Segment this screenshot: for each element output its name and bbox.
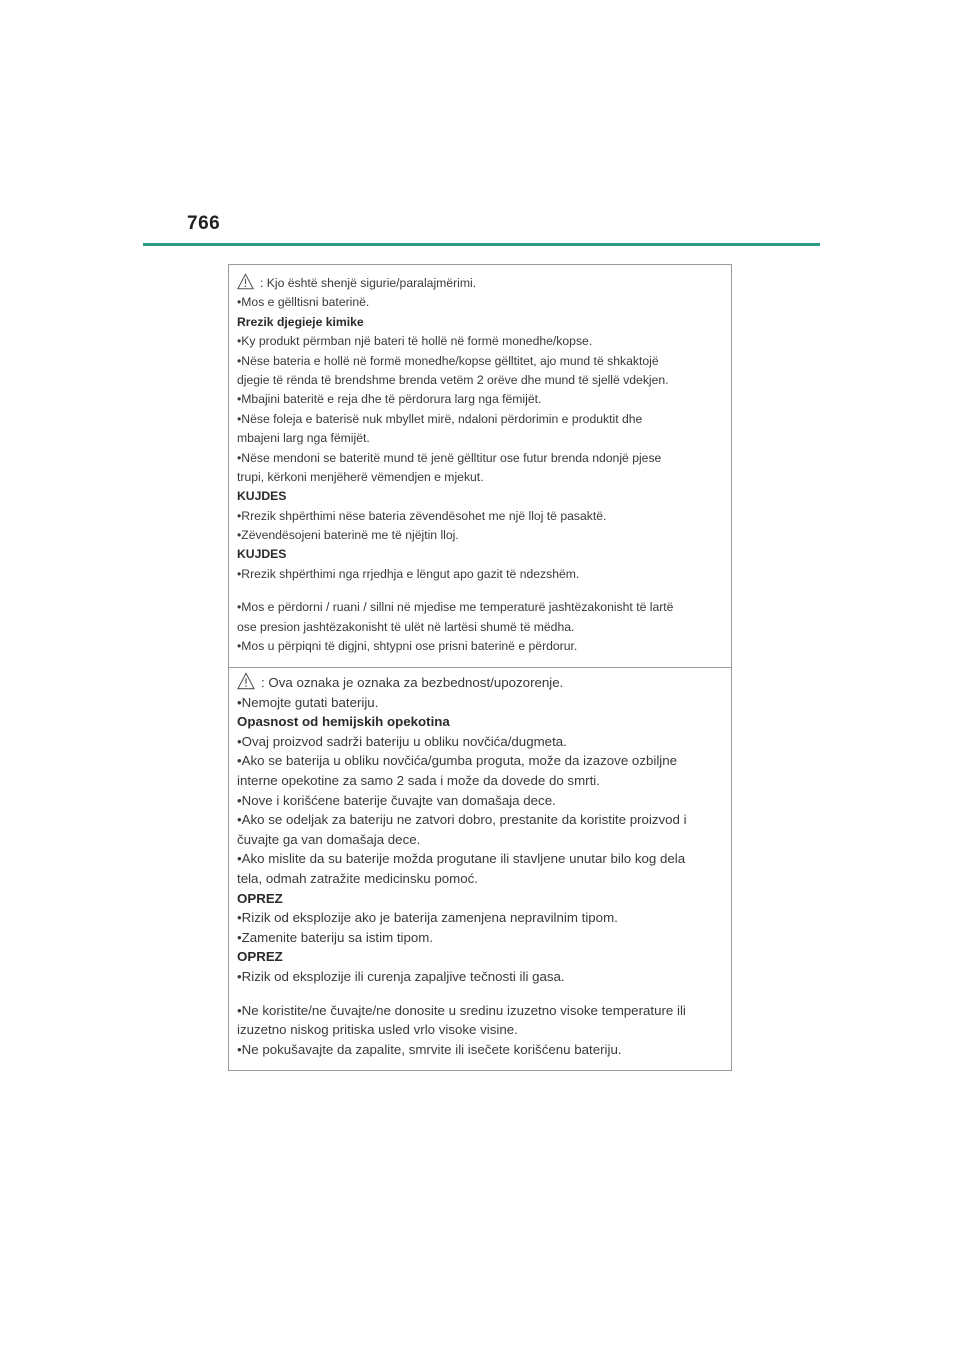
warning-text-line — [237, 526, 721, 545]
paragraph-spacer — [237, 584, 721, 598]
line-text: Opasnost od hemijskih opekotina — [237, 714, 450, 730]
line-text: •Zamenite bateriju sa istim tipom. — [237, 929, 434, 945]
line-text: •Ky produkt përmban një bateri të hollë në formë monedhe/kopse. — [237, 334, 593, 349]
line-text: •Nëse mendoni se bateritë mund të jenë gëlltitur ose futur brenda ndonjë pjese — [237, 450, 662, 465]
line-text: •Ne pokušavajte da zapalite, smrvite ili isečete korišćenu bateriju. — [237, 1041, 622, 1057]
warning-heading — [237, 947, 721, 967]
warning-text-line — [237, 332, 721, 351]
warning-text-line — [237, 637, 721, 656]
warning-text-line — [237, 1020, 721, 1040]
line-text: OPREZ — [237, 949, 283, 965]
line-text: Rrezik djegieje kimike — [237, 314, 364, 329]
page-number: 766 — [187, 213, 221, 234]
warning-heading — [237, 313, 721, 332]
line-text: ose presion jashtëzakonisht të ulët në lartësi shumë të mëdha. — [237, 619, 575, 634]
line-text: •Ovaj proizvod sadrži bateriju u obliku novčića/dugmeta. — [237, 733, 567, 749]
line-text: •Nëse bateria e hollë në formë monedhe/kopse gëlltitet, ajo mund të shkaktojë — [237, 353, 659, 368]
section-divider — [229, 667, 731, 668]
warning-triangle-icon — [237, 273, 254, 290]
warning-heading — [237, 487, 721, 506]
header-rule — [143, 243, 820, 246]
line-text: izuzetno niskog pritiska usled vrlo visoke visine. — [237, 1022, 518, 1038]
warning-heading — [237, 889, 721, 909]
line-text: •Rizik od eksplozije ako je baterija zamenjena nepravilnim tipom. — [237, 910, 618, 926]
warning-text-line — [237, 908, 721, 928]
line-text: mbajeni larg nga fëmijët. — [237, 431, 370, 446]
warning-text-line — [237, 869, 721, 889]
warning-text-line — [237, 830, 721, 850]
line-text: •Ako mislite da su baterije možda progutane ili stavljene unutar bilo kog dela — [237, 851, 686, 867]
line-text: •Ako se odeljak za bateriju ne zatvori dobro, prestanite da koristite proizvod i — [237, 812, 687, 828]
warning-text-line — [237, 751, 721, 771]
line-text: : Ova oznaka je oznaka za bezbednost/upozorenje. — [261, 675, 564, 690]
warning-heading — [237, 712, 721, 732]
safety-symbol-line — [237, 274, 721, 293]
warning-text-line — [237, 791, 721, 811]
warning-text-line — [237, 1001, 721, 1021]
line-text: •Nëse foleja e baterisë nuk mbyllet mirë, ndaloni përdorimin e produktit dhe — [237, 411, 643, 426]
warning-text-line — [237, 449, 721, 468]
battery-warning-box — [228, 264, 732, 1071]
warning-text-line — [237, 390, 721, 409]
albanian-warning-section — [237, 274, 721, 656]
warning-text-line — [237, 1040, 721, 1060]
line-text: trupi, kërkoni menjëherë vëmendjen e mjekut. — [237, 469, 484, 484]
warning-text-line — [237, 732, 721, 752]
line-text: •Nove i korišćene baterije čuvajte van domašaja dece. — [237, 792, 556, 808]
warning-text-line — [237, 468, 721, 487]
line-text: tela, odmah zatražite medicinsku pomoć. — [237, 870, 478, 886]
warning-text-line — [237, 598, 721, 617]
warning-text-line — [237, 352, 721, 371]
line-text: •Ne koristite/ne čuvajte/ne donosite u sredinu izuzetno visoke temperature ili — [237, 1002, 686, 1018]
line-text: OPREZ — [237, 890, 283, 906]
line-text: : Kjo është shenjë sigurie/paralajmërimi. — [260, 276, 477, 290]
line-text: •Rrezik shpërthimi nga rrjedhja e lëngut apo gazit të ndezshëm. — [237, 566, 580, 581]
warning-text-line — [237, 618, 721, 637]
line-text: •Rizik od eksplozije ili curenja zapaljive tečnosti ili gasa. — [237, 968, 565, 984]
warning-text-line — [237, 565, 721, 584]
warning-text-line — [237, 371, 721, 390]
line-text: •Mbajini bateritë e reja dhe të përdorura larg nga fëmijët. — [237, 392, 542, 407]
line-text: interne opekotine za samo 2 sada i može da dovede do smrti. — [237, 772, 600, 788]
warning-text-line — [237, 928, 721, 948]
warning-heading — [237, 545, 721, 564]
serbian-warning-section — [237, 673, 721, 1059]
line-text: djegie të rënda të brendshme brenda vetëm 2 orëve dhe mund të sjellë vdekjen. — [237, 372, 669, 387]
warning-text-line — [237, 410, 721, 429]
warning-text-line — [237, 507, 721, 526]
warning-text-line — [237, 771, 721, 791]
safety-symbol-line — [237, 673, 721, 693]
line-text: •Mos u përpiqni të digjni, shtypni ose prisni baterinë e përdorur. — [237, 639, 578, 654]
line-text: •Mos e përdorni / ruani / sillni në mjedise me temperaturë jashtëzakonisht të lartë — [237, 600, 674, 615]
line-text: KUJDES — [237, 547, 287, 562]
warning-text-line — [237, 967, 721, 987]
line-text: čuvajte ga van domašaja dece. — [237, 831, 421, 847]
line-text: KUJDES — [237, 489, 287, 504]
warning-triangle-icon — [237, 672, 255, 690]
warning-text-line — [237, 429, 721, 448]
line-text: •Zëvendësojeni baterinë me të njëjtin lloj. — [237, 528, 459, 543]
warning-text-line — [237, 810, 721, 830]
warning-text-line — [237, 693, 721, 713]
line-text: •Mos e gëlltisni baterinë. — [237, 295, 370, 310]
paragraph-spacer — [237, 987, 721, 1001]
warning-text-line — [237, 293, 721, 312]
line-text: •Nemojte gutati bateriju. — [237, 694, 379, 710]
warning-text-line — [237, 849, 721, 869]
line-text: •Rrezik shpërthimi nëse bateria zëvendësohet me një lloj të pasaktë. — [237, 508, 607, 523]
line-text: •Ako se baterija u obliku novčića/gumba proguta, može da izazove ozbiljne — [237, 753, 678, 769]
